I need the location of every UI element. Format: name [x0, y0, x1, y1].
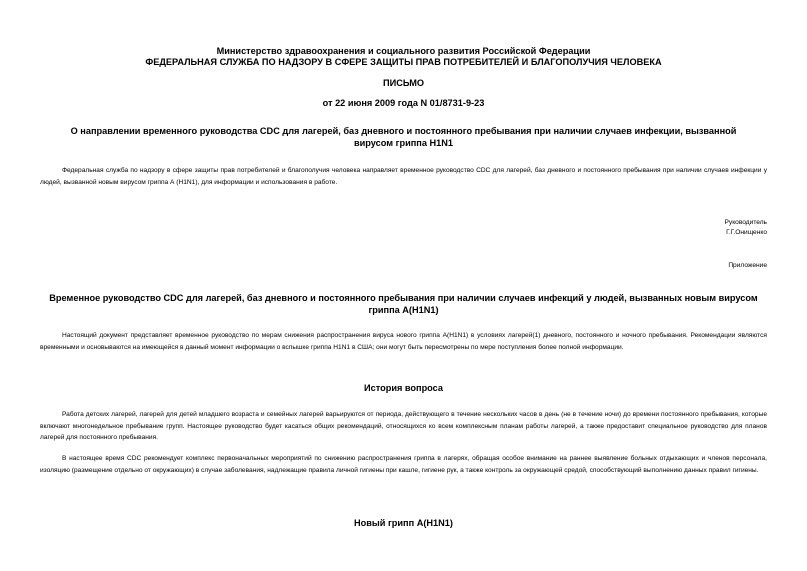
letter-title: О направлении временного руководства CDC для лагерей, баз дневного и постоянного пребывания при наличии случаев инфекции, вызванной вирусом гриппа H1N1: [70, 126, 737, 148]
appendix-title: Временное руководство CDC для лагерей, баз дневного и постоянного пребывания при наличии случаев инфекций у людей, вызванных новым вирусом гриппа A(H1N1): [49, 293, 758, 315]
service-name: ФЕДЕРАЛЬНАЯ СЛУЖБА ПО НАДЗОРУ В СФЕРЕ ЗАЩИТЫ ПРАВ ПОТРЕБИТЕЛЕЙ И БЛАГОПОЛУЧИЯ ЧЕЛОВЕКА: [145, 57, 662, 67]
document-type: ПИСЬМО: [382, 78, 425, 88]
signature-role: Руководитель: [724, 219, 767, 226]
signature-block: [725, 218, 767, 238]
history-paragraph-1: Работа детских лагерей, лагерей для детей младшего возраста и семейных лагерей варьируются от периода, действующего в течение нескольких часов в день (не в течение ночи) до времени постоянного пребывания, которые включают многонедельное пребывание групп. Настоящее руководство будет касаться общих рекомендаций, относящихся ко всем комплексным планам работы лагерей, а также предоставит специальное руководство для планов лагерей для постоянного пребывания.: [40, 411, 767, 441]
ministry-name: Министерство здравоохранения и социального развития Российской Федерации: [216, 46, 591, 56]
signature-name: Г.Г.Онищенко: [726, 229, 767, 236]
appendix-intro: Настоящий документ представляет временное руководство по мерам снижения распространения вируса нового гриппа А(H1N1) в условиях лагерей(1) дневного, постоянного и ночного пребывания. Рекомендации являются временными и основываются на имеющейся в данный момент информации о вспышке гриппа H1N1 в США; они могут быть пересмотрены по мере поступления более полной информации.: [40, 332, 767, 351]
document-date-number: от 22 июня 2009 года N 01/8731-9-23: [322, 98, 485, 108]
next-section-heading: Новый грипп A(H1N1): [354, 518, 453, 528]
history-paragraph-2: В настоящее время CDC рекомендует комплекс первоначальных мероприятий по снижению распространения гриппа в лагерях, обращая особое внимание на раннее выявление больных отдыхающих и членов персонала, изоляцию (размещение отдельно от окружающих) в случае заболевания, надлежащие правила личной гигиены при кашле, гигиене рук, а также контроль за окружающей средой, способствующий выполнению данных правил гигиены.: [40, 455, 767, 474]
history-heading: История вопроса: [364, 383, 443, 393]
letter-body: Федеральная служба по надзору в сфере защиты прав потребителей и благополучия человека направляет временное руководство CDC для лагерей, баз дневного и постоянного пребывания при наличии случаев инфекции у людей, вызванной новым вирусом гриппа А (H1N1), для информации и использования в работе.: [40, 167, 767, 186]
appendix-label: Приложение: [728, 262, 767, 269]
